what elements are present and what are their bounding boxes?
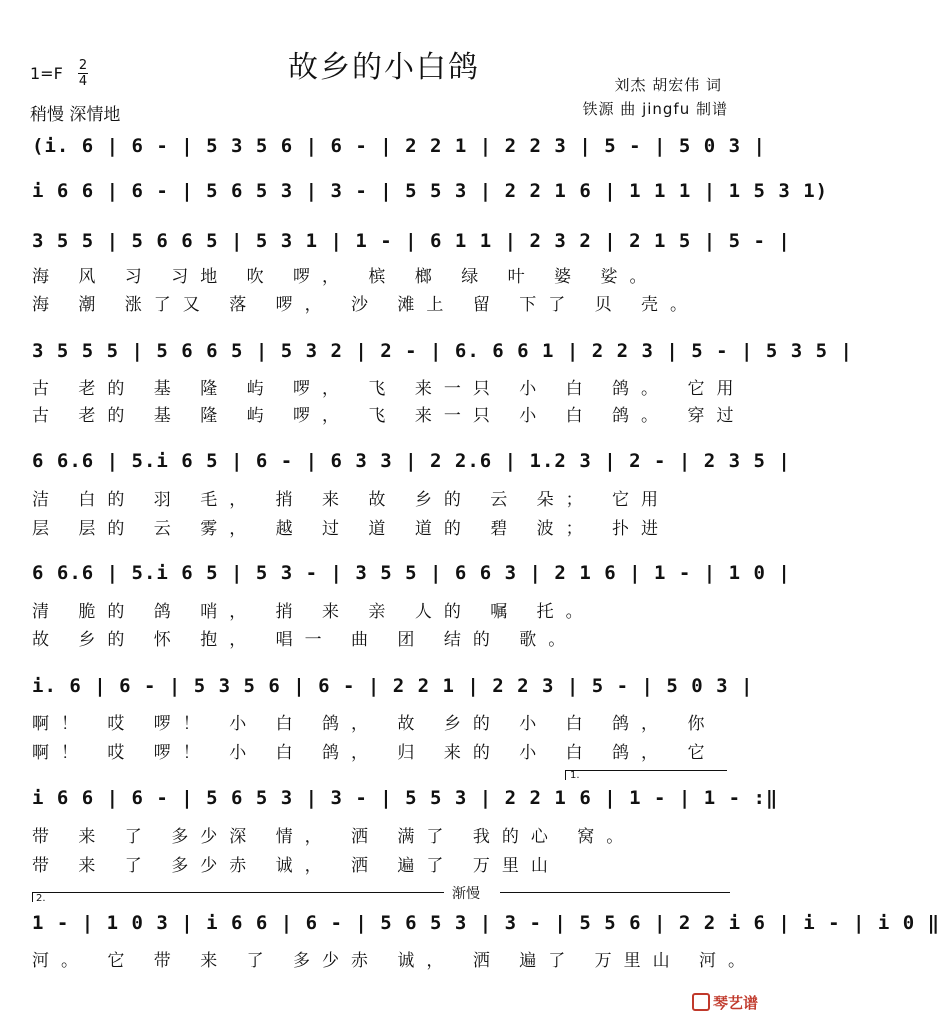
lyric-row-3-verse-1: 海 风 习 习地 吹 啰， 槟 榔 绿 叶 婆 娑。 — [32, 267, 659, 287]
notation-row-8: i 6 6 | 6 - | 5 6 5 3 | 3 - | 5 5 3 | 2 2 1 6 | 1 - | 1 - :‖ — [32, 787, 779, 809]
notation-row-3: 3 5 5 | 5 6 6 5 | 5 3 1 | 1 - | 6 1 1 | 2 3 2 | 2 1 5 | 5 - | — [32, 230, 791, 252]
composer-credit: 铁源 曲 jingfu 制谱 — [582, 100, 728, 118]
lyric-row-9: 河。 它 带 来 了 多少赤 诚， 洒 遍了 万里山 河。 — [32, 951, 758, 971]
notation-row-6: 6 6.6 | 5.i 6 5 | 5 3 - | 3 5 5 | 6 6 3 | 2 1 6 | 1 - | 1 0 | — [32, 562, 791, 584]
lyric-row-7-verse-1: 啊！ 哎 啰！ 小 白 鸽， 故 乡的 小 白 鸽， 你 — [32, 714, 717, 734]
logo-text: 琴艺谱 — [712, 994, 758, 1012]
lyric-row-5-verse-2: 层 层的 云 雾， 越 过 道 道的 碧 波； 扑进 — [32, 519, 671, 539]
lyric-row-6-verse-1: 清 脆的 鸽 哨， 捎 来 亲 人的 嘱 托。 — [32, 602, 595, 622]
key-signature: 1=F — [30, 64, 63, 83]
lyric-row-8-verse-1: 带 来 了 多少深 情， 洒 满了 我的心 窝。 — [32, 827, 636, 847]
notation-row-1: (i. 6 | 6 - | 5 3 5 6 | 6 - | 2 2 1 | 2 2 3 | 5 - | 5 0 3 | — [32, 135, 766, 157]
notation-row-2: i 6 6 | 6 - | 5 6 5 3 | 3 - | 5 5 3 | 2 2 1 6 | 1 1 1 | 1 5 3 1) — [32, 180, 829, 202]
meter-bottom: 4 — [78, 74, 88, 89]
notation-row-7: i. 6 | 6 - | 5 3 5 6 | 6 - | 2 2 1 | 2 2 3 | 5 - | 5 0 3 | — [32, 675, 754, 697]
lyric-row-4-verse-2: 古 老的 基 隆 屿 啰， 飞 来一只 小 白 鸽。 穿过 — [32, 406, 746, 426]
song-title: 故乡的小白鸽 — [288, 50, 480, 85]
meter-top: 2 — [78, 58, 88, 73]
lyric-row-6-verse-2: 故 乡的 怀 抱， 唱一 曲 团 结的 歌。 — [32, 630, 578, 650]
notation-row-9: 1 - | 1 0 3 | i 6 6 | 6 - | 5 6 5 3 | 3 - | 5 5 6 | 2 2 i 6 | i - | i 0 ‖ — [32, 912, 940, 934]
notation-row-5: 6 6.6 | 5.i 6 5 | 6 - | 6 3 3 | 2 2.6 | 1.2 3 | 2 - | 2 3 5 | — [32, 450, 791, 472]
first-ending-mark: 1. — [570, 770, 580, 781]
site-logo — [692, 992, 758, 1013]
lyric-row-7-verse-2: 啊！ 哎 啰！ 小 白 鸽， 归 来的 小 白 鸽， 它 — [32, 743, 717, 763]
second-ending-mark: 2. — [36, 893, 46, 904]
lyric-row-3-verse-2: 海 潮 涨了又 落 啰， 沙 滩上 留 下了 贝 壳。 — [32, 295, 700, 315]
ritardando-mark: 渐慢 — [452, 886, 480, 902]
lyricist-credit: 刘杰 胡宏伟 词 — [614, 76, 722, 94]
tempo-marking: 稍慢 深情地 — [30, 105, 121, 125]
notation-row-4: 3 5 5 5 | 5 6 6 5 | 5 3 2 | 2 - | 6. 6 6 1 | 2 2 3 | 5 - | 5 3 5 | — [32, 340, 853, 362]
time-signature — [78, 58, 88, 89]
lyric-row-4-verse-1: 古 老的 基 隆 屿 啰， 飞 来一只 小 白 鸽。 它用 — [32, 379, 746, 399]
lyric-row-5-verse-1: 洁 白的 羽 毛， 捎 来 故 乡的 云 朵； 它用 — [32, 490, 671, 510]
logo-icon — [692, 993, 710, 1011]
lyric-row-8-verse-2: 带 来 了 多少赤 诚， 洒 遍了 万里山 — [32, 856, 560, 876]
